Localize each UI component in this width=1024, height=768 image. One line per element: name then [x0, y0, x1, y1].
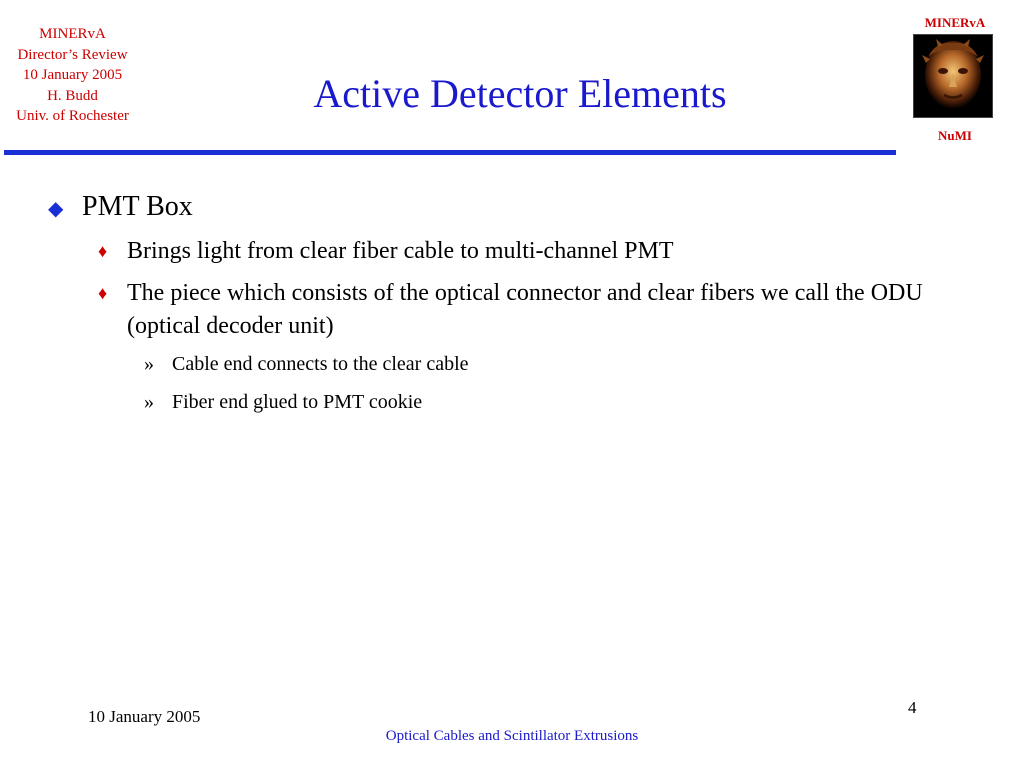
sub-sub-bullet-text: Cable end connects to the clear cable — [172, 353, 469, 375]
sub-bullet-text: The piece which consists of the optical connector and clear fibers we call the ODU (optical decoder unit) — [127, 280, 923, 339]
logo-bottom-label: NuMI — [938, 128, 972, 143]
bullet-text: PMT Box — [82, 191, 193, 222]
info-line-date: 10 January 2005 — [22, 67, 123, 83]
logo-image — [913, 34, 993, 118]
sub-sub-bullet-text: Fiber end glued to PMT cookie — [172, 391, 423, 413]
logo-top-label: MINERvA — [924, 15, 986, 30]
sub-bullet-text: Brings light from clear fiber cable to multi-channel PMT — [127, 238, 674, 264]
info-line-event: Director’s Review — [17, 46, 128, 63]
info-line-author: H. Budd — [47, 87, 98, 104]
info-line-experiment: MINERvA — [39, 26, 106, 42]
blue-diamond-bullet-icon: ◆ — [48, 198, 64, 220]
slide-title: Active Detector Elements — [313, 71, 727, 116]
red-diamond-bullet-icon: ♦ — [98, 283, 108, 303]
title-divider — [4, 150, 896, 155]
chevron-bullet-icon: » — [144, 353, 154, 375]
red-diamond-bullet-icon: ♦ — [98, 241, 108, 261]
page-number: 4 — [908, 698, 917, 717]
sculpted-face-portrait-icon — [914, 35, 992, 117]
footer-title: Optical Cables and Scintillator Extrusions — [385, 728, 639, 744]
info-line-affiliation: Univ. of Rochester — [16, 108, 129, 124]
chevron-bullet-icon: » — [144, 391, 154, 413]
header-info — [0, 24, 145, 127]
footer-date: 10 January 2005 — [88, 707, 201, 726]
